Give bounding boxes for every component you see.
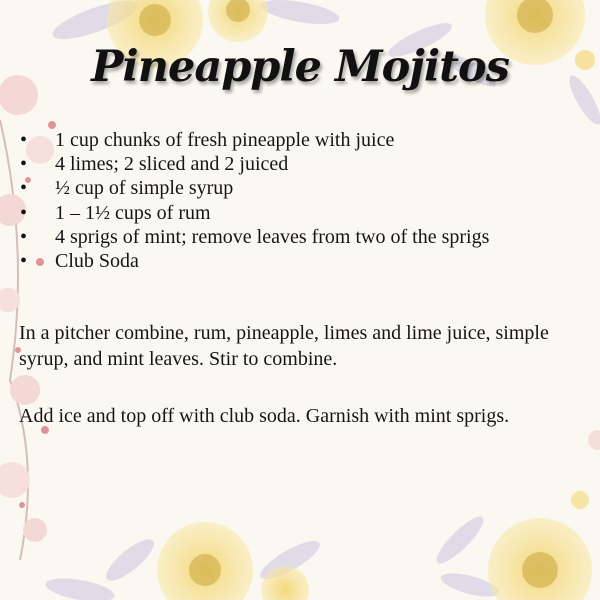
list-item xyxy=(20,176,560,200)
bullet: • xyxy=(20,177,28,200)
small-blossom xyxy=(588,430,600,450)
list-item xyxy=(20,201,560,225)
bullet: • xyxy=(20,250,28,273)
recipe-title: Pineapple Mojitos xyxy=(91,42,509,92)
bullet: • xyxy=(20,129,28,151)
bullet: • xyxy=(20,153,28,176)
ingredient-text: 1 – 1½ cups of rum xyxy=(55,201,211,224)
bullet: • xyxy=(20,201,28,224)
list-item xyxy=(20,249,560,273)
ingredient-text: 4 limes; 2 sliced and 2 juiced xyxy=(55,153,289,176)
ingredient-text: 1 cup chunks of fresh pineapple with juice xyxy=(55,129,395,151)
list-item xyxy=(20,152,560,176)
instruction-paragraph: Add ice and top off with club soda. Garnish with mint sprigs. xyxy=(19,405,510,427)
bottom-right-sunflower xyxy=(488,518,592,600)
ingredient-text: Club Soda xyxy=(55,250,139,273)
top-center-sunflower xyxy=(208,0,268,42)
ingredients-list xyxy=(20,128,560,273)
list-item xyxy=(20,225,560,249)
bullet: • xyxy=(20,225,28,248)
ingredient-text: ½ cup of simple syrup xyxy=(55,177,234,200)
ingredient-text: 4 sprigs of mint; remove leaves from two of the sprigs xyxy=(55,225,490,248)
instruction-paragraph: In a pitcher combine, rum, pineapple, limes and lime juice, simple syrup, and mint leaves. Stir to combine. xyxy=(19,322,549,370)
list-item xyxy=(20,128,560,152)
small-bud xyxy=(571,491,589,509)
bottom-left-sunflower xyxy=(157,522,253,600)
